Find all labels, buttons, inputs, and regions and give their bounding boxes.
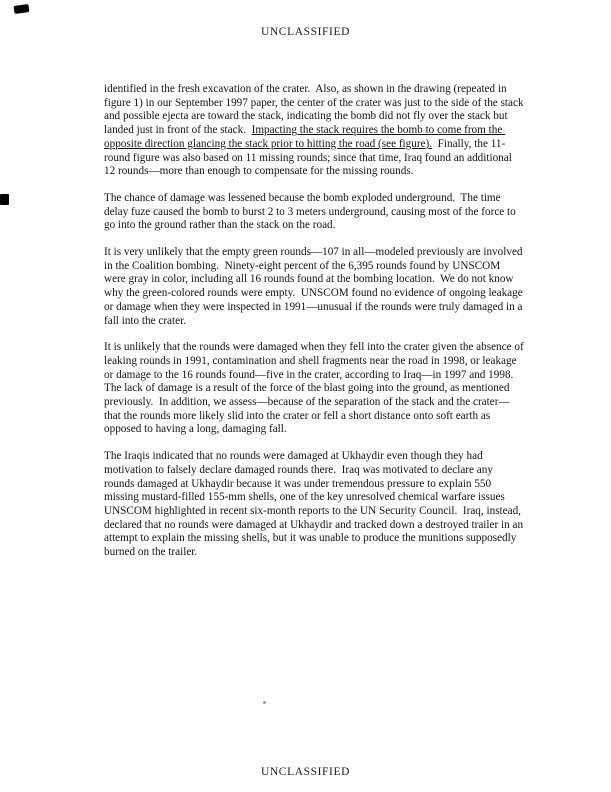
scan-artifact-left-edge [0,194,9,205]
paragraph [104,246,524,328]
paragraph-text: It is unlikely that the rounds were damaged when they fell into the crater given the absence of leaking rounds in 1991, contamination and shell fragments near the road in 1998, or leakage or damage to the 16 rounds found—five in the crater, according to Iraq—in 1997 and 1998. The lack of damage is a result of the force of the blast going into the ground, as mentioned previously. In addition, we assess—because of the separation of the stack and the crater—that the rounds more likely slid into the crater or fell a short distance onto soft earth as opposed to having a long, damaging fall. [104,341,527,436]
paragraph-text: Finally, the 11-round figure was also based on 11 missing rounds; since that time, Iraq found an additional 12 rounds—more than enough to compensate for the missing rounds. [104,137,515,178]
scan-artifact-top-left [14,4,30,14]
underlined-text: Impacting the stack requires the bomb to come from the opposite direction glancing the stack prior to hitting the road (see figure). [104,124,506,150]
paragraph [104,450,524,560]
document-body [104,83,527,573]
paragraph [104,83,527,179]
paragraph-text: The chance of damage was lessened because the bomb exploded underground. The time delay fuze caused the bomb to burst 2 to 3 meters underground, causing most of the force to go into the ground rather than the stack on the road. [104,191,519,232]
paragraph-text: It is very unlikely that the empty green rounds—107 in all—modeled previously are involved in the Coalition bombing. Ninety-eight percent of the 6,395 rounds found by UNSCOM were gray in color, including all 16 rounds found at the bombing location. We do not know why the green-colored rounds were empty. UNSCOM found no evidence of ongoing leakage or damage when they were inspected in 1991—unusual if the rounds were truly damaged in a fall into the crater. [104,246,526,327]
paragraph [104,341,527,437]
paragraph-text: identified in the fresh excavation of the crater. Also, as shown in the drawing (repeated in figure 1) in our September 1997 paper, the center of the crater was just to the side of the stack and possible ejecta are toward the stack, indicating the bomb did not fly over the stack but landed just in front of the stack. [104,83,527,137]
scan-artifact-speck [263,701,266,704]
header-classification: UNCLASSIFIED [261,26,350,38]
footer-classification: UNCLASSIFIED [261,766,350,778]
paragraph-text: The Iraqis indicated that no rounds were damaged at Ukhaydir even though they had motivation to falsely declare damaged rounds there. Iraq was motivated to declare any rounds damaged at Ukhaydir because it was under tremendous pressure to explain 550 missing mustard-filled 155-mm shells, one of the key unresolved chemical warfare issues UNSCOM highlighted in recent six-month reports to the UN Security Council. Iraq, instead, declared that no rounds were damaged at Ukhaydir and tracked down a destroyed trailer in an attempt to explain the missing shells, but it was unable to produce the munitions supposedly burned on the trailer. [104,450,526,559]
paragraph [104,192,524,233]
